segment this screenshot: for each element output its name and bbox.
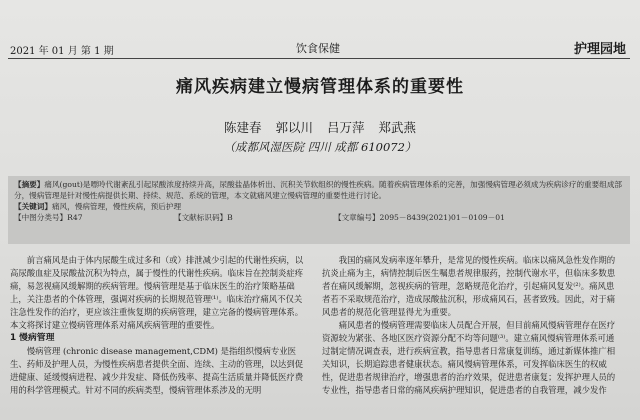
abstract-box	[8, 176, 630, 244]
keywords-text: 痛风，慢病管理，慢性疾病，预后护理	[51, 202, 182, 211]
abstract-label: 【摘要】	[14, 180, 45, 189]
clc-number: 【中图分类号】R47	[14, 213, 83, 222]
right-paragraph-2: 痛风患者的慢病管理需要临床人员配合开展，但目前痛风慢病管理存在医疗资源较为紧张、各地区医疗资源分配不均等问题⁽³⁾。建立痛风慢病管理体系可通过制定情况调查表，进行疾病宣教，指导患者日常康复训练，通过新媒体推广相关知识，长期追踪患者健康状态。痛风慢病管理体系，可发挥临床医生的权威性，促进患者规律治疗，增强患者的治疗效果，促进患者康复；发挥护理人员的专业性，指导患者日常的痛风疾病护理知识，促进患者的自我管理，减少发作	[322, 320, 616, 395]
abstract-text: 痛风(gout)是嘌呤代谢紊乱引起尿酸浓度持续升高，尿酸盐晶体析出、沉积关节软组织的慢性疾病。随着疾病管理体系的完善，加强慢病管理必须成为疾病诊疗的重要组成部分，慢病管理是针对慢性病提供长期、持续、规范、系统的管理，本文就痛风建立慢病管理的重要性进行讨论。	[14, 180, 623, 200]
intro-paragraph: 前言痛风是由于体内尿酸生成过多和（或）排泄减少引起的代谢性疾病，以高尿酸血症及尿酸盐沉积为特点，属于慢性的代谢性疾病。临床旨在控制炎症疼痛，易忽视痛风缓解期的疾病管理。慢病管理是基于临床医生的治疗策略基础上，关注患者的个体管理，强调对疾病的长期规范管理⁽¹⁾。临床治疗痛风不仅关注急性发作的治疗，更应该注重恢复期的疾病管理，建立完备的慢病管理体系。本文将探讨建立慢病管理体系对痛风疾病管理的重要性。	[10, 255, 304, 330]
abstract-summary	[14, 179, 624, 201]
running-header	[0, 38, 640, 58]
document-code: 【文献标识码】B	[174, 213, 233, 222]
keywords-line	[14, 201, 624, 212]
cdm-paragraph: 慢病管理 (chronic disease management,CDM) 是指组织慢病专业医生、药师及护理人员，为慢性疾病患者提供全面、连续、主动的管理，以达到促进健康、延缓慢病进程、减少并发症、降低伤残率、提高生活质量并降低医疗费用的科学管理模式。针对不同的疾病类型，慢病管理体系涉及的无明	[10, 346, 304, 395]
issue-date: 2021 年 01 月 第 1 期	[10, 46, 114, 57]
author-list: 陈建春 郭以川 吕万萍 郑武燕	[224, 120, 416, 135]
header-rule	[8, 58, 630, 59]
journal-name: 饮食保健	[296, 42, 340, 55]
affiliation: （成都风湿医院 四川 成都 610072）	[223, 140, 417, 154]
keywords-label: 【关键词】	[14, 202, 52, 211]
section-heading-1: 1 慢病管理	[10, 333, 55, 343]
body-column-right	[322, 254, 622, 397]
article-title: 痛风疾病建立慢病管理体系的重要性	[176, 77, 464, 97]
right-paragraph-1: 我国的痛风发病率逐年攀升，是常见的慢性疾病。临床以痛风急性发作期的抗炎止痛为主，病情控制后医生嘱患者规律服药，控制代谢水平，但临床多数患者在痛风缓解期，忽视疾病的管理，忽略规范化治疗，引起痛风复发⁽²⁾。痛风患者若不采取规范治疗，造成尿酸盐沉积，形成痛风石，甚者致残。因此，对于痛风患者的规范化管理显得尤为重要。	[322, 255, 616, 317]
section-name: 护理园地	[573, 42, 626, 57]
body-column-left	[10, 254, 310, 397]
classification-row	[14, 212, 624, 223]
article-number: 【文章编号】2095－8439(2021)01－0109－01	[334, 213, 505, 222]
